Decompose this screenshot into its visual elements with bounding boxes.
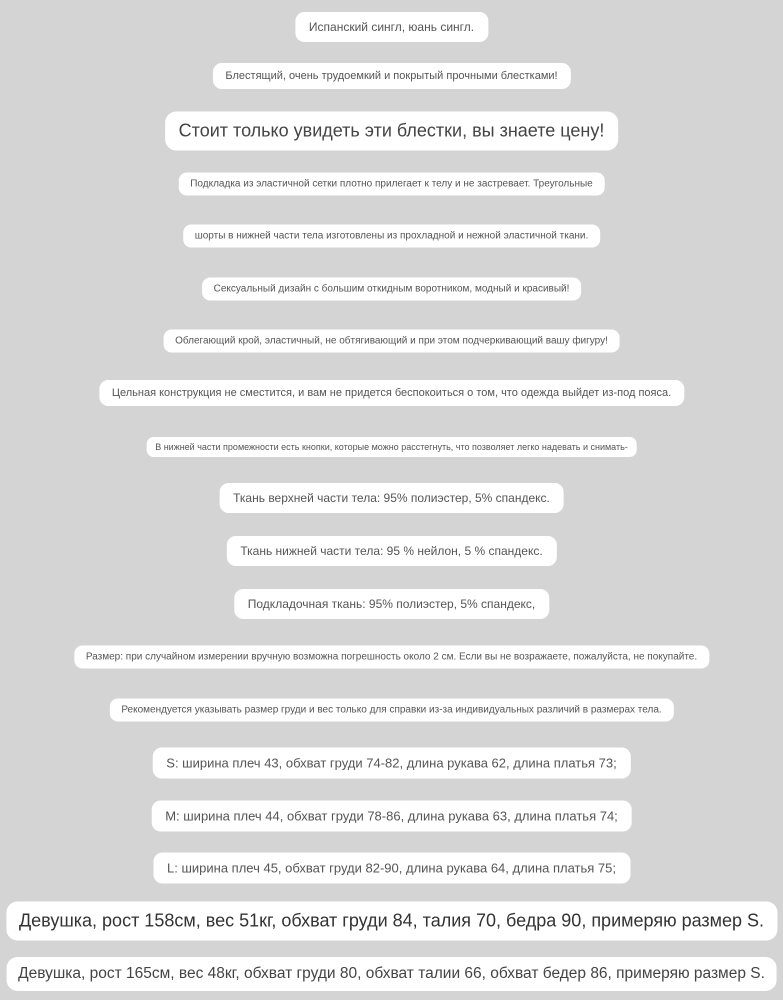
model-1-line: Девушка, рост 158см, вес 51кг, обхват груди 84, талия 70, бедра 90, примеряю размер S. xyxy=(6,902,777,941)
text-line-10: Ткань верхней части тела: 95% полиэстер, 5% спандекс. xyxy=(219,483,564,513)
text-line-5: шорты в нижней части тела изготовлены из прохладной и нежной эластичной ткани. xyxy=(183,225,601,248)
text-line-13: Размер: при случайном измерении вручную возможна погрешность около 2 см. Если вы не возражаете, пожалуйста, не покупайте. xyxy=(74,646,709,669)
model-2-line: Девушка, рост 165см, вес 48кг, обхват груди 80, обхват талии 66, обхват бедер 86, примеряю размер S. xyxy=(6,957,777,991)
size-m-line: M: ширина плеч 44, обхват груди 78-86, длина рукава 63, длина платья 74; xyxy=(151,801,632,832)
text-line-11: Ткань нижней части тела: 95 % нейлон, 5 % спандекс. xyxy=(226,536,556,566)
text-line-8: Цельная конструкция не сместится, и вам не придется беспокоиться о том, что одежда выйдет из-под пояса. xyxy=(99,380,684,406)
text-line-4: Подкладка из эластичной сетки плотно прилегает к телу и не застревает. Треугольные xyxy=(178,173,605,196)
text-line-1: Испанский сингл, юань сингл. xyxy=(295,12,488,42)
text-line-9: В нижней части промежности есть кнопки, которые можно расстегнуть, что позволяет легко надевать и снимать- xyxy=(146,437,637,457)
text-line-3: Стоит только увидеть эти блестки, вы знаете цену! xyxy=(165,112,619,151)
text-line-14: Рекомендуется указывать размер груди и вес только для справки из-за индивидуальных различий в размерах тела. xyxy=(109,699,673,722)
size-l-line: L: ширина плеч 45, обхват груди 82-90, длина рукава 64, длина платья 75; xyxy=(153,853,630,884)
text-line-12: Подкладочная ткань: 95% полиэстер, 5% спандекс, xyxy=(234,589,549,619)
text-line-6: Сексуальный дизайн с большим откидным воротником, модный и красивый! xyxy=(202,278,582,301)
size-s-line: S: ширина плеч 43, обхват груди 74-82, длина рукава 62, длина платья 73; xyxy=(152,748,630,779)
text-line-7: Облегающий крой, эластичный, не обтягивающий и при этом подчеркивающий вашу фигуру! xyxy=(163,330,620,353)
text-line-2: Блестящий, очень трудоемкий и покрытый прочными блестками! xyxy=(212,63,570,89)
